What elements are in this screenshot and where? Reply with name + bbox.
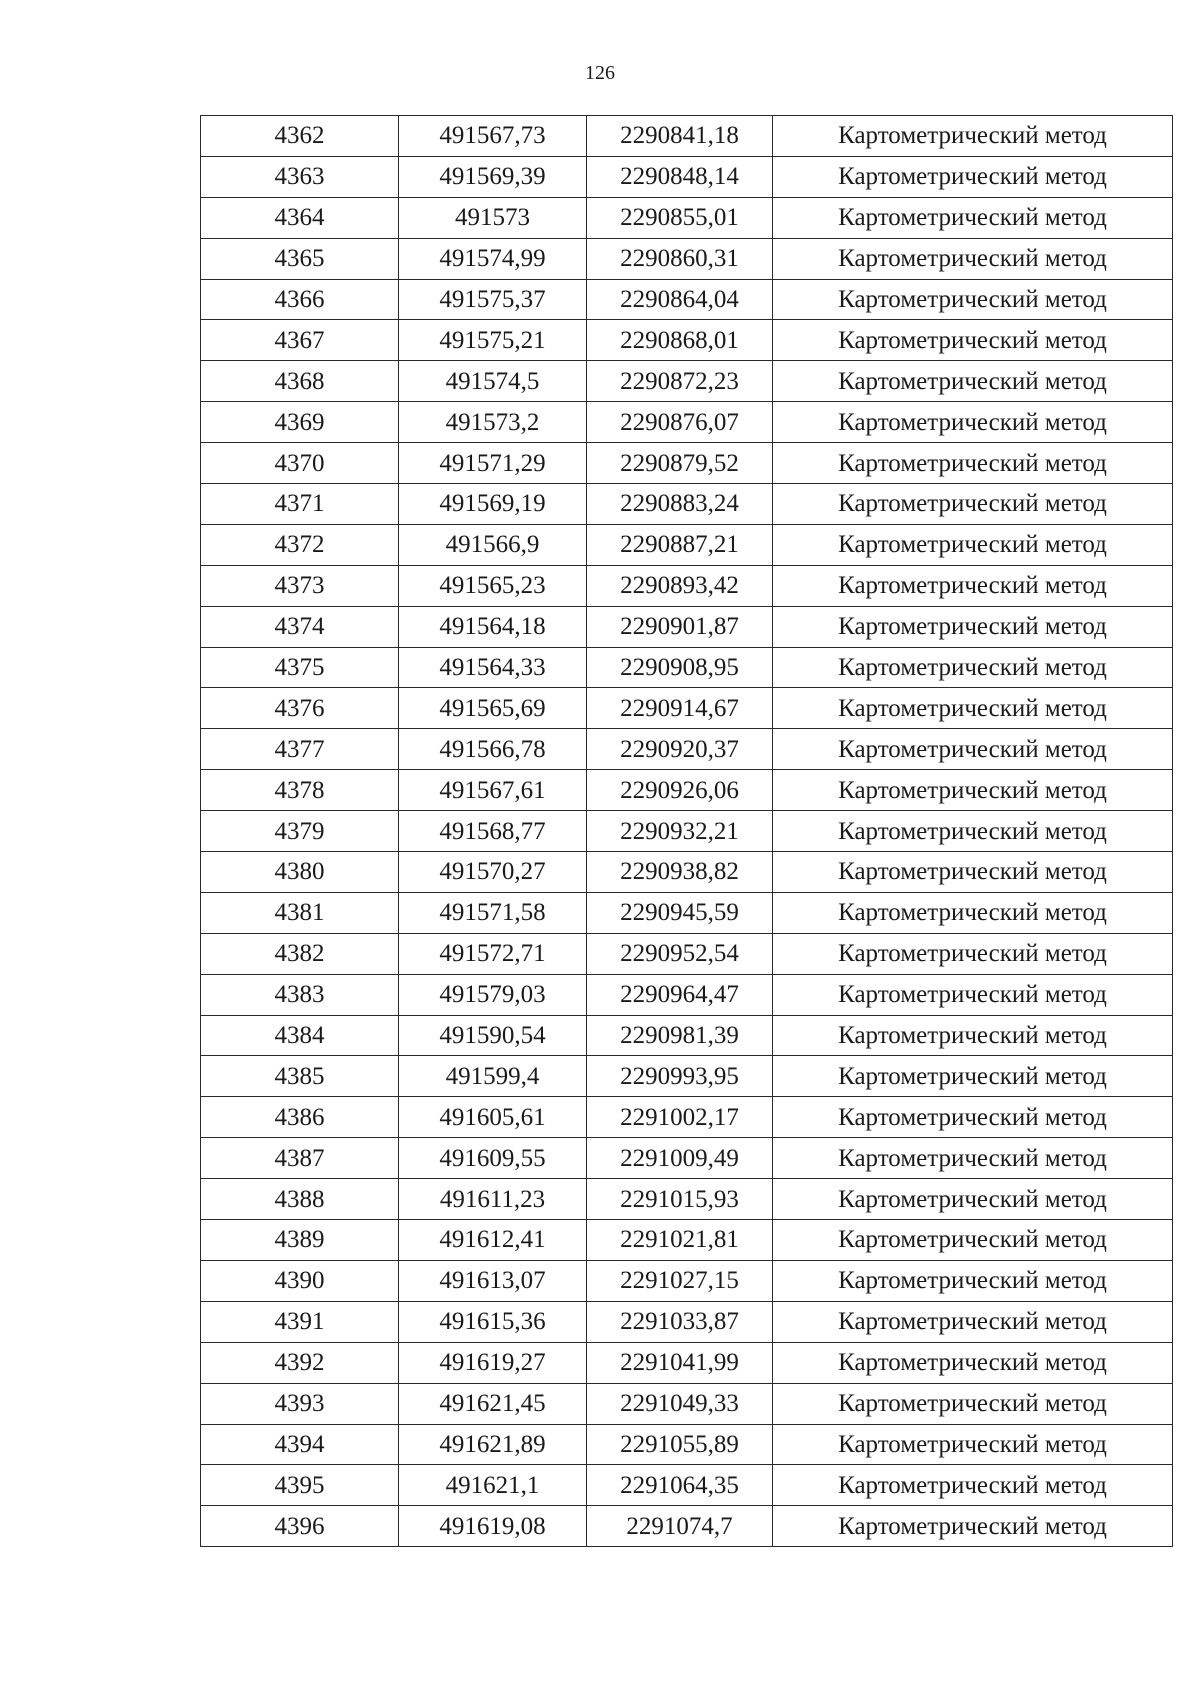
point-number-cell: 4379 — [201, 811, 399, 852]
method-cell: Картометрический метод — [773, 361, 1173, 402]
table-row — [201, 1383, 1173, 1424]
point-number-cell: 4366 — [201, 279, 399, 320]
point-number-cell: 4375 — [201, 647, 399, 688]
method-cell: Картометрический метод — [773, 729, 1173, 770]
method-cell: Картометрический метод — [773, 811, 1173, 852]
y-coordinate-cell: 2290868,01 — [587, 320, 773, 361]
y-coordinate-cell: 2290841,18 — [587, 116, 773, 157]
method-cell: Картометрический метод — [773, 156, 1173, 197]
table-row — [201, 974, 1173, 1015]
table-row — [201, 1342, 1173, 1383]
y-coordinate-cell: 2290879,52 — [587, 443, 773, 484]
x-coordinate-cell: 491609,55 — [399, 1138, 587, 1179]
y-coordinate-cell: 2290993,95 — [587, 1056, 773, 1097]
table-row — [201, 647, 1173, 688]
y-coordinate-cell: 2290848,14 — [587, 156, 773, 197]
point-number-cell: 4368 — [201, 361, 399, 402]
table-row — [201, 279, 1173, 320]
x-coordinate-cell: 491599,4 — [399, 1056, 587, 1097]
table-row — [201, 484, 1173, 525]
point-number-cell: 4385 — [201, 1056, 399, 1097]
y-coordinate-cell: 2290938,82 — [587, 852, 773, 893]
x-coordinate-cell: 491572,71 — [399, 933, 587, 974]
point-number-cell: 4395 — [201, 1465, 399, 1506]
point-number-cell: 4394 — [201, 1424, 399, 1465]
point-number-cell: 4372 — [201, 524, 399, 565]
method-cell: Картометрический метод — [773, 974, 1173, 1015]
method-cell: Картометрический метод — [773, 238, 1173, 279]
method-cell: Картометрический метод — [773, 688, 1173, 729]
point-number-cell: 4383 — [201, 974, 399, 1015]
x-coordinate-cell: 491590,54 — [399, 1015, 587, 1056]
method-cell: Картометрический метод — [773, 1506, 1173, 1547]
table-row — [201, 811, 1173, 852]
y-coordinate-cell: 2290908,95 — [587, 647, 773, 688]
table-row — [201, 892, 1173, 933]
table-row — [201, 688, 1173, 729]
method-cell: Картометрический метод — [773, 1342, 1173, 1383]
x-coordinate-cell: 491621,1 — [399, 1465, 587, 1506]
y-coordinate-cell: 2290887,21 — [587, 524, 773, 565]
point-number-cell: 4369 — [201, 402, 399, 443]
method-cell: Картометрический метод — [773, 1138, 1173, 1179]
table-row — [201, 1097, 1173, 1138]
x-coordinate-cell: 491569,19 — [399, 484, 587, 525]
y-coordinate-cell: 2290860,31 — [587, 238, 773, 279]
x-coordinate-cell: 491575,37 — [399, 279, 587, 320]
method-cell: Картометрический метод — [773, 320, 1173, 361]
x-coordinate-cell: 491573,2 — [399, 402, 587, 443]
point-number-cell: 4381 — [201, 892, 399, 933]
x-coordinate-cell: 491611,23 — [399, 1179, 587, 1220]
y-coordinate-cell: 2290945,59 — [587, 892, 773, 933]
y-coordinate-cell: 2290872,23 — [587, 361, 773, 402]
table-row — [201, 852, 1173, 893]
y-coordinate-cell: 2291049,33 — [587, 1383, 773, 1424]
table-row — [201, 1301, 1173, 1342]
x-coordinate-cell: 491566,78 — [399, 729, 587, 770]
method-cell: Картометрический метод — [773, 1179, 1173, 1220]
x-coordinate-cell: 491571,29 — [399, 443, 587, 484]
table-row — [201, 156, 1173, 197]
y-coordinate-cell: 2291074,7 — [587, 1506, 773, 1547]
y-coordinate-cell: 2290893,42 — [587, 565, 773, 606]
y-coordinate-cell: 2290855,01 — [587, 197, 773, 238]
point-number-cell: 4367 — [201, 320, 399, 361]
table-row — [201, 197, 1173, 238]
x-coordinate-cell: 491568,77 — [399, 811, 587, 852]
y-coordinate-cell: 2290981,39 — [587, 1015, 773, 1056]
point-number-cell: 4384 — [201, 1015, 399, 1056]
method-cell: Картометрический метод — [773, 1015, 1173, 1056]
table-row — [201, 1138, 1173, 1179]
table-row — [201, 1056, 1173, 1097]
y-coordinate-cell: 2291033,87 — [587, 1301, 773, 1342]
table-row — [201, 320, 1173, 361]
table-row — [201, 565, 1173, 606]
x-coordinate-cell: 491564,33 — [399, 647, 587, 688]
table-row — [201, 1015, 1173, 1056]
method-cell: Картометрический метод — [773, 1424, 1173, 1465]
point-number-cell: 4374 — [201, 606, 399, 647]
y-coordinate-cell: 2290914,67 — [587, 688, 773, 729]
table-row — [201, 1465, 1173, 1506]
y-coordinate-cell: 2291064,35 — [587, 1465, 773, 1506]
y-coordinate-cell: 2291002,17 — [587, 1097, 773, 1138]
point-number-cell: 4389 — [201, 1220, 399, 1261]
method-cell: Картометрический метод — [773, 892, 1173, 933]
point-number-cell: 4376 — [201, 688, 399, 729]
method-cell: Картометрический метод — [773, 852, 1173, 893]
x-coordinate-cell: 491612,41 — [399, 1220, 587, 1261]
method-cell: Картометрический метод — [773, 443, 1173, 484]
table-row — [201, 402, 1173, 443]
x-coordinate-cell: 491564,18 — [399, 606, 587, 647]
table-row — [201, 933, 1173, 974]
table-row — [201, 238, 1173, 279]
point-number-cell: 4386 — [201, 1097, 399, 1138]
y-coordinate-cell: 2290964,47 — [587, 974, 773, 1015]
table-row — [201, 1179, 1173, 1220]
method-cell: Картометрический метод — [773, 1097, 1173, 1138]
point-number-cell: 4371 — [201, 484, 399, 525]
point-number-cell: 4370 — [201, 443, 399, 484]
y-coordinate-cell: 2290926,06 — [587, 770, 773, 811]
y-coordinate-cell: 2290883,24 — [587, 484, 773, 525]
table-row — [201, 1424, 1173, 1465]
point-number-cell: 4387 — [201, 1138, 399, 1179]
table-row — [201, 1220, 1173, 1261]
x-coordinate-cell: 491565,23 — [399, 565, 587, 606]
method-cell: Картометрический метод — [773, 116, 1173, 157]
x-coordinate-cell: 491621,45 — [399, 1383, 587, 1424]
x-coordinate-cell: 491575,21 — [399, 320, 587, 361]
table-row — [201, 443, 1173, 484]
table-row — [201, 606, 1173, 647]
method-cell: Картометрический метод — [773, 1301, 1173, 1342]
table-row — [201, 770, 1173, 811]
method-cell: Картометрический метод — [773, 1220, 1173, 1261]
y-coordinate-cell: 2290901,87 — [587, 606, 773, 647]
page-number: 126 — [585, 62, 615, 84]
point-number-cell: 4392 — [201, 1342, 399, 1383]
point-number-cell: 4362 — [201, 116, 399, 157]
table-row — [201, 524, 1173, 565]
method-cell: Картометрический метод — [773, 402, 1173, 443]
point-number-cell: 4388 — [201, 1179, 399, 1220]
x-coordinate-cell: 491613,07 — [399, 1260, 587, 1301]
method-cell: Картометрический метод — [773, 1383, 1173, 1424]
coordinates-table-body — [201, 116, 1173, 1547]
y-coordinate-cell: 2290932,21 — [587, 811, 773, 852]
coordinates-table — [200, 115, 1173, 1547]
method-cell: Картометрический метод — [773, 524, 1173, 565]
point-number-cell: 4391 — [201, 1301, 399, 1342]
y-coordinate-cell: 2290920,37 — [587, 729, 773, 770]
point-number-cell: 4378 — [201, 770, 399, 811]
table-row — [201, 361, 1173, 402]
x-coordinate-cell: 491573 — [399, 197, 587, 238]
x-coordinate-cell: 491566,9 — [399, 524, 587, 565]
x-coordinate-cell: 491574,99 — [399, 238, 587, 279]
x-coordinate-cell: 491605,61 — [399, 1097, 587, 1138]
x-coordinate-cell: 491567,61 — [399, 770, 587, 811]
method-cell: Картометрический метод — [773, 933, 1173, 974]
method-cell: Картометрический метод — [773, 1056, 1173, 1097]
point-number-cell: 4382 — [201, 933, 399, 974]
x-coordinate-cell: 491574,5 — [399, 361, 587, 402]
method-cell: Картометрический метод — [773, 484, 1173, 525]
table-row — [201, 1506, 1173, 1547]
point-number-cell: 4373 — [201, 565, 399, 606]
x-coordinate-cell: 491571,58 — [399, 892, 587, 933]
y-coordinate-cell: 2290952,54 — [587, 933, 773, 974]
y-coordinate-cell: 2291055,89 — [587, 1424, 773, 1465]
table-row — [201, 116, 1173, 157]
y-coordinate-cell: 2291009,49 — [587, 1138, 773, 1179]
method-cell: Картометрический метод — [773, 197, 1173, 238]
method-cell: Картометрический метод — [773, 647, 1173, 688]
x-coordinate-cell: 491615,36 — [399, 1301, 587, 1342]
table-row — [201, 729, 1173, 770]
x-coordinate-cell: 491619,08 — [399, 1506, 587, 1547]
point-number-cell: 4380 — [201, 852, 399, 893]
x-coordinate-cell: 491569,39 — [399, 156, 587, 197]
method-cell: Картометрический метод — [773, 279, 1173, 320]
y-coordinate-cell: 2290876,07 — [587, 402, 773, 443]
method-cell: Картометрический метод — [773, 606, 1173, 647]
point-number-cell: 4364 — [201, 197, 399, 238]
x-coordinate-cell: 491570,27 — [399, 852, 587, 893]
y-coordinate-cell: 2291015,93 — [587, 1179, 773, 1220]
y-coordinate-cell: 2291021,81 — [587, 1220, 773, 1261]
point-number-cell: 4377 — [201, 729, 399, 770]
x-coordinate-cell: 491621,89 — [399, 1424, 587, 1465]
point-number-cell: 4363 — [201, 156, 399, 197]
method-cell: Картометрический метод — [773, 1260, 1173, 1301]
y-coordinate-cell: 2290864,04 — [587, 279, 773, 320]
y-coordinate-cell: 2291027,15 — [587, 1260, 773, 1301]
method-cell: Картометрический метод — [773, 770, 1173, 811]
point-number-cell: 4365 — [201, 238, 399, 279]
point-number-cell: 4390 — [201, 1260, 399, 1301]
table-row — [201, 1260, 1173, 1301]
y-coordinate-cell: 2291041,99 — [587, 1342, 773, 1383]
x-coordinate-cell: 491565,69 — [399, 688, 587, 729]
x-coordinate-cell: 491567,73 — [399, 116, 587, 157]
point-number-cell: 4393 — [201, 1383, 399, 1424]
method-cell: Картометрический метод — [773, 565, 1173, 606]
x-coordinate-cell: 491579,03 — [399, 974, 587, 1015]
x-coordinate-cell: 491619,27 — [399, 1342, 587, 1383]
method-cell: Картометрический метод — [773, 1465, 1173, 1506]
point-number-cell: 4396 — [201, 1506, 399, 1547]
